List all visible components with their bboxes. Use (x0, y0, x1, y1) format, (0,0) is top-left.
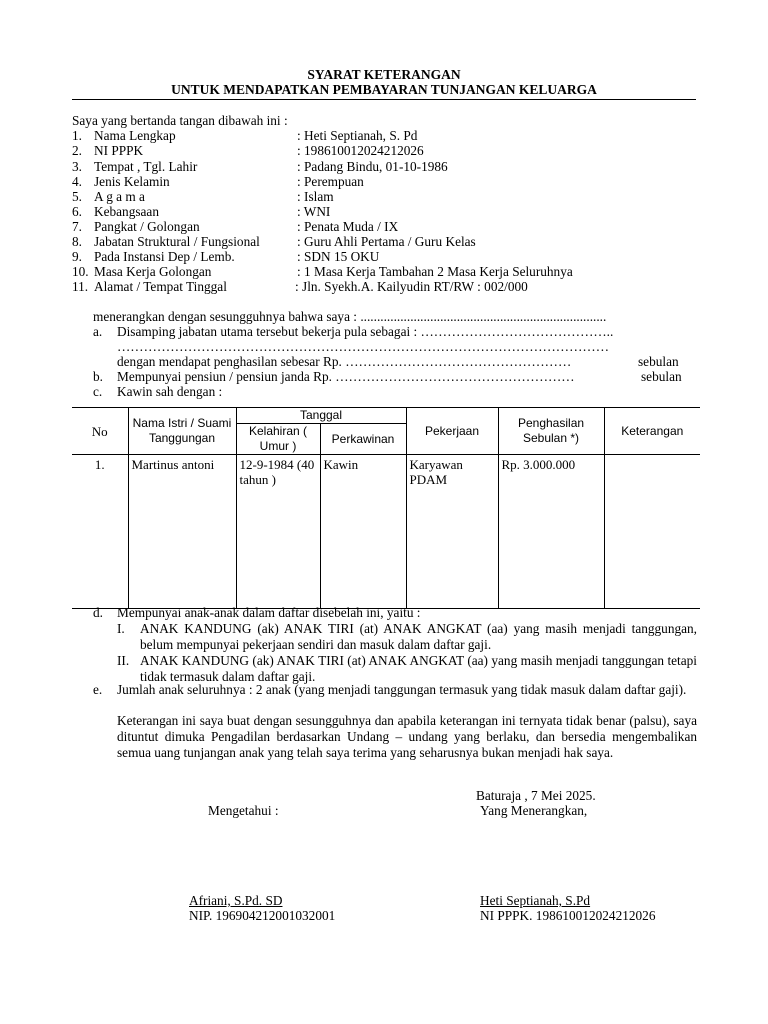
field-label: 9. Pada Instansi Dep / Lemb. (72, 249, 235, 264)
closing-statement: Keterangan ini saya buat dengan sesungguhnya dan apabila keterangan ini ternyata tidak benar (palsu), saya dituntut dimuka Pengadilan berdasarkan Undang – undang yang berlaku, dan bersedia mengembalikan semua uang tunjangan anak yang telah saya terima yang seharusnya bukan menjadi hak saya. (117, 713, 697, 760)
intro-text: Saya yang bertanda tangan dibawah ini : (72, 113, 288, 128)
col-header-perkawinan: Perkawinan (320, 424, 406, 455)
statement-c-text: Kawin sah dengan : (117, 384, 223, 399)
field-label: 5. A g a m a (72, 189, 145, 204)
field-value-alamat: : Jln. Syekh.A. Kailyudin RT/RW : 002/000 (295, 279, 528, 294)
children-i-text: ANAK KANDUNG (ak) ANAK TIRI (at) ANAK ANGKAT (aa) yang masih menjadi tanggungan, belum mempunyai pekerjaan sendiri dan masuk dalam daftar gaji. (140, 621, 697, 652)
statement-opening: menerangkan dengan sesungguhnya bahwa saya : .......................................................................... (93, 309, 607, 324)
left-signer-id: NIP. 196904212001032001 (189, 908, 336, 923)
children-e-text: Jumlah anak seluruhnya : 2 anak (yang menjadi tanggungan termasuk yang tidak masuk dalam daftar gaji). (117, 682, 687, 697)
item-marker-d: d. (93, 605, 103, 620)
item-marker-i: I. (117, 621, 125, 636)
document-subtitle: UNTUK MENDAPATKAN PEMBAYARAN TUNJANGAN KELUARGA (171, 82, 597, 97)
cell-no: 1. (72, 455, 128, 609)
cell-kelahiran: 12-9-1984 (40 tahun ) (236, 455, 320, 609)
field-value-jabatan: : Guru Ahli Pertama / Guru Kelas (297, 234, 476, 249)
col-header-tanggal: Tanggal (236, 408, 406, 424)
field-label: 8. Jabatan Struktural / Fungsional (72, 234, 260, 249)
children-d-text: Mempunyai anak-anak dalam daftar disebelah ini, yaitu : (117, 605, 421, 620)
document-title: SYARAT KETERANGAN (307, 67, 461, 82)
field-label: 7. Pangkat / Golongan (72, 219, 200, 234)
field-value-nama: : Heti Septianah, S. Pd (297, 128, 418, 143)
item-marker-a: a. (93, 324, 103, 339)
col-header-penghasilan: Penghasilan Sebulan *) (498, 408, 604, 455)
field-value-masa-kerja: : 1 Masa Kerja Tambahan 2 Masa Kerja Seluruhnya (297, 264, 573, 279)
children-ii-text: ANAK KANDUNG (ak) ANAK TIRI (at) ANAK ANGKAT (aa) yang masih menjadi tanggungan tetapi tidak termasuk dalam daftar gaji. (140, 653, 697, 684)
statement-a-line3: dengan mendapat penghasilan sebesar Rp. …………………………………………… (117, 354, 572, 369)
left-signer-role: Mengetahui : (208, 803, 279, 818)
item-marker-c: c. (93, 384, 103, 399)
item-marker-e: e. (93, 682, 103, 697)
col-header-keterangan: Keterangan (604, 408, 700, 455)
statement-a-line2: ………………………………………………………………………………………………… (117, 339, 609, 354)
cell-keterangan (604, 455, 700, 609)
field-value-agama: : Islam (297, 189, 334, 204)
table-header-row (72, 408, 700, 424)
col-header-pekerjaan: Pekerjaan (406, 408, 498, 455)
item-marker-b: b. (93, 369, 103, 384)
field-label: 6. Kebangsaan (72, 204, 159, 219)
field-value-kebangsaan: : WNI (297, 204, 331, 219)
field-label: 10. Masa Kerja Golongan (72, 264, 212, 279)
field-value-nipppk: : 198610012024212026 (297, 143, 424, 158)
field-label: 3. Tempat , Tgl. Lahir (72, 159, 198, 174)
statement-a-sebulan: sebulan (638, 354, 679, 369)
spouse-table (72, 407, 700, 609)
item-marker-ii: II. (117, 653, 130, 668)
place-date: Baturaja , 7 Mei 2025. (476, 788, 596, 803)
statement-a-text: Disamping jabatan utama tersebut bekerja pula sebagai : …………………………………….. (117, 324, 614, 339)
col-header-no: No (72, 408, 128, 455)
field-value-instansi: : SDN 15 OKU (297, 249, 380, 264)
field-value-gender: : Perempuan (297, 174, 364, 189)
field-value-pangkat: : Penata Muda / IX (297, 219, 399, 234)
field-label: 2. NI PPPK (72, 143, 144, 158)
cell-pekerjaan: Karyawan PDAM (406, 455, 498, 609)
right-signer-name: Heti Septianah, S.Pd (480, 893, 591, 908)
col-header-kelahiran: Kelahiran ( Umur ) (236, 424, 320, 455)
left-signer-name: Afriani, S.Pd. SD (189, 893, 283, 908)
field-label: 11. Alamat / Tempat Tinggal (72, 279, 227, 294)
field-label: 1. Nama Lengkap (72, 128, 176, 143)
right-signer-id: NI PPPK. 198610012024212026 (480, 908, 656, 923)
title-underline (72, 99, 696, 100)
cell-nama: Martinus antoni (128, 455, 236, 609)
right-signer-role: Yang Menerangkan, (480, 803, 588, 818)
cell-perkawinan: Kawin (320, 455, 406, 609)
cell-penghasilan: Rp. 3.000.000 (498, 455, 604, 609)
statement-b-text: Mempunyai pensiun / pensiun janda Rp. ……………………………………………… (117, 369, 575, 384)
col-header-nama: Nama Istri / Suami Tanggungan (128, 408, 236, 455)
field-value-ttl: : Padang Bindu, 01-10-1986 (297, 159, 448, 174)
field-label: 4. Jenis Kelamin (72, 174, 170, 189)
statement-b-sebulan: sebulan (641, 369, 682, 384)
table-row (72, 455, 700, 609)
